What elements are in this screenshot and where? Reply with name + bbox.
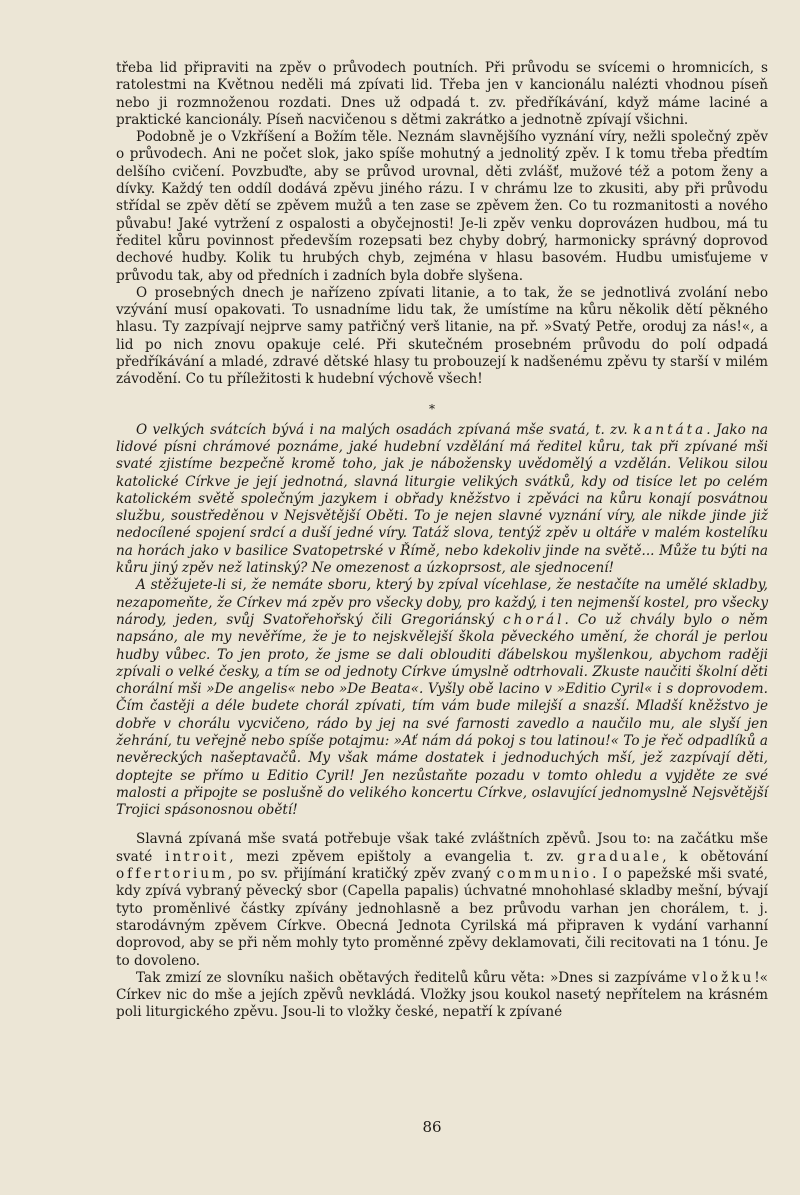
italic-paragraph [116, 422, 768, 578]
italic-paragraph [116, 577, 768, 819]
text-run: O velkých svátcích bývá i na malých osadách zpívaná mše svatá, t. zv. [136, 421, 634, 438]
text-run: . Jako na lidové písni chrámové poznáme, jaké hudební vzdělání má ředitel kůru, tak při zpívané mši svaté zjistíme bezpečně kromě toho, jak je nábožensky uvědomělý a vzdělán. Velikou silou katolické Církve je její jednotná, slavná liturgie velikých svátků, kdy od tisíce let po celém katolickém světě společným jazykem i obřady kněžstvo i zpěváci na kůru konají posvátnou službu, soustředěnou v Nejsvětější Oběti. To je nejen slavné vyznání víry, ale nikde jinde již nedocílené spojení srdcí a duší jedné víry. Tatáž slova, tentýž zpěv u oltáře v malém kostelíku na horách jako v basilice Svatopetrské v Římě, nebo kdekoliv jinde na světě... Může tu býti na kůru jiný zpěv než latinský? Ne omezenost a úzkoprsost, ale sjednocení! [116, 421, 768, 577]
text-run: . Co už chvály bylo o něm napsáno, ale my nevěříme, že je to nejskvělejší škola pěveckého umění, že chorál je perlou hudby vůbec. To jen proto, že jsme se dali oblouditi ďábelskou myšlenkou, abychom raději zpívali o velké česky, a tím se od jednoty Církve úmyslně odtrhovali. Zkuste naučiti školní děti chorální mši »De angelis« nebo »De Beata«. Vyšly obě lacino v »Editio Cyril« i s doprovodem. Čím častěji a déle budete chorál zpívati, tím vám bude milejší a snazší. Mladší kněžstvo je dobře v chorálu vycvičeno, rádo by jej na své farnosti zavedlo a naučilo mu, ale slyší jen žehrání, tu veřejně nebo spíše potajmu: »Ať nám dá pokoj s tou latinou!« To je řeč odpadlíků a nevěreckých našeptavačů. My však máme dostatek i jednoduchých mší, jež zazpívají děti, doptejte se přímo u Editio Cyril! Jen nezůstaňte pozadu v tomto ohledu a vyjděte ze své malosti a připojte se poslušně do velikého koncertu Církve, oslavující jednomyslně Nejsvětější Trojici spásonosnou obětí! [116, 611, 769, 819]
text-run: . I o papežské mši svaté, kdy zpívá vybraný pěvecký sbor (Capella papalis) úchvatné mnohohlasé skladby mešní, bývají tyto proměnlivé částky zpívány jednohlasně a bez průvodu varhan jen chorálem, t. j. starodávným zpěvem Církve. Obecná Jednota Cyrilská má připraven k vydání varhanní doprovod, aby se při něm mohly tyto proměnné zpěvy deklamovati, čili recitovati na 1 tónu. Je to dovoleno. [116, 866, 768, 969]
spaced-term: graduale [576, 848, 663, 865]
text-run: Tak zmizí ze slovníku našich obětavých ředitelů kůru věta: »Dnes si zazpíváme [136, 969, 692, 986]
paragraph [116, 831, 768, 969]
paragraph: třeba lid připraviti na zpěv o průvodech poutních. Při průvodu se svícemi o hromnicích, s ratolestmi na Květnou neděli má zpívati lid. Třeba jen v kancionálu nalézti vhodnou píseň nebo ji rozmnoženou rozdati. Dnes už odpadá t. zv. předříkávání, když máme laciné a praktické kancionály. Píseň nacvičenou s dětmi zakrátko a jednotně zpívají všichni. [116, 60, 768, 128]
text-run: , k obětování [662, 848, 769, 865]
text-bottom [116, 831, 768, 1021]
spacer [116, 819, 768, 831]
spaced-term: offertorium [116, 866, 228, 883]
spaced-term: vložku [691, 969, 755, 986]
text-run: , po sv. přijímání kratičký zpěv zvaný [227, 866, 497, 883]
text-run: , mezi zpěvem epištoly a evangelia t. zv. [229, 848, 577, 865]
text-run: A stěžujete-li si, že nemáte sboru, který by zpíval vícehlase, že nestačíte na umělé skladby, nezapomeňte, že Církev má zpěv pro všecky doby, pro každý, i ten nejmenší kostel, pro všecky národy, jeden, svůj Svatořehořský čili Gregoriánský [116, 577, 768, 628]
spaced-term: chorál [503, 611, 565, 628]
section-divider: * [429, 401, 435, 416]
paragraph [116, 970, 768, 1022]
page-number: 86 [422, 1118, 442, 1136]
text-italic [116, 422, 768, 820]
text-run: !« Církev nic do mše a jejích zpěvů nevkládá. Vložky jsou koukol nasetý nepřítelem na krásném poli liturgického zpěvu. Jsou-li to vložky české, nepatří k zpívané [116, 969, 768, 1021]
paragraph: Podobně je o Vzkříšení a Božím těle. Neznám slavnějšího vyznání víry, nežli společný zpěv o průvodech. Ani ne počet slok, jako spíše mohutný a jednolitý zpěv. I k tomu třeba předtím delšího cvičení. Povzbuďte, aby se průvod urovnal, děti zvlášť, mužové též a potom ženy a dívky. Každý ten oddíl dodává zpěvu jiného rázu. I v chrámu lze to zkusiti, aby při průvodu střídal se zpěv dětí se zpěvem mužů a ten zase se zpěvem žen. Co tu rozmanitosti a nového půvabu! Jaké vytržení z ospalosti a obyčejnosti! Je-li zpěv venku doprovázen hudbou, má tu ředitel kůru povinnost především rozepsati bez chyby dobrý, harmonicky správný doprovod dechové hudby. Kolik tu hrubých chyb, zejména v hlasu basovém. Hudbu umisťujeme v průvodu tak, aby od předních i zadních byla dobře slyšena. [116, 129, 768, 284]
paragraph: O prosebných dnech je nařízeno zpívati litanie, a to tak, že se jednotlivá zvolání nebo vzývání musí opakovati. To usnadníme lidu tak, že umístíme na kůru několik dětí pěkného hlasu. Ty zazpívají nejprve samy patřičný verš litanie, na př. »Svatý Petře, oroduj za nás!«, a lid po nich znovu opakuje celé. Při skutečném prosebném průvodu do polí odpadá předříkávání a mladé, zdravé dětské hlasy tu probouzejí k nadšenému zpěvu ty starší v milém závodění. Co tu příležitosti k hudební výchově všech! [116, 284, 768, 388]
spaced-term: communio [496, 866, 593, 883]
text-top [116, 60, 768, 389]
spaced-term: kantáta [633, 421, 707, 438]
text-run: Slavná zpívaná mše svatá potřebuje však také zvláštních zpěvů. Jsou to: na začátku mše svaté [116, 831, 768, 865]
spaced-term: introit [165, 848, 230, 865]
